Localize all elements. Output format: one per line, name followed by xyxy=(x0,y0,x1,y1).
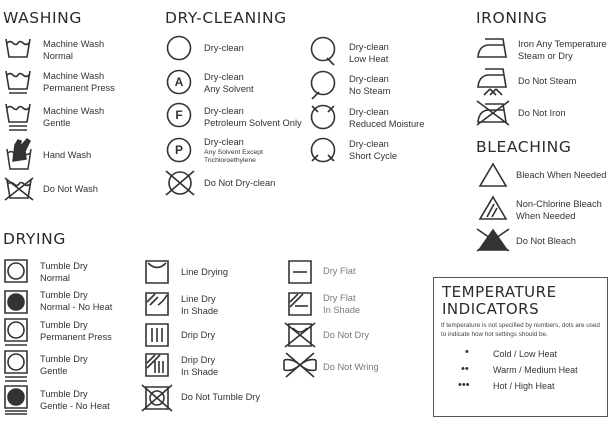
iron-any-temperature-label: Iron Any Temperature Steam or Dry xyxy=(518,39,607,61)
warm-medium-heat-label: Warm / Medium Heat xyxy=(493,365,578,375)
dry-clean-no-steam-icon xyxy=(310,70,338,100)
tumble-dry-normal-label: Tumble Dry Normal xyxy=(40,261,88,283)
do-not-dry-label: Do Not Dry xyxy=(323,330,369,340)
dry-clean-label: Dry-clean xyxy=(204,43,244,53)
do-not-iron-icon xyxy=(476,100,510,126)
two-dots-icon: •• xyxy=(461,363,469,375)
non-chlorine-bleach-label: Non-Chlorine Bleach When Needed xyxy=(516,199,602,221)
drip-dry-icon xyxy=(145,323,169,347)
dry-flat-shade-icon xyxy=(288,292,312,316)
do-not-dry-clean-icon xyxy=(164,169,196,197)
dry-clean-p-label: Dry-clean Any Solvent Except Trichloroethylene xyxy=(204,137,263,164)
wash-tub-gentle-icon xyxy=(5,102,31,132)
dry-flat-shade-label: Dry Flat In Shade xyxy=(323,293,361,315)
tumble-dry-no-heat-icon xyxy=(4,290,28,314)
do-not-iron-label: Do Not Iron xyxy=(518,108,566,118)
washing-heading: WASHING xyxy=(3,9,82,27)
dry-clean-reduced-moisture-label: Dry-clean Reduced Moisture xyxy=(349,107,425,129)
solvent-letter-p: P xyxy=(174,143,183,157)
temperature-note: If temperature is not specified by numbers, dots are used to indicate how hot settings should be. xyxy=(441,322,600,338)
do-not-wring-icon xyxy=(282,352,318,378)
wash-normal-label: Machine Wash Normal xyxy=(43,39,105,61)
non-chlorine-bleach-icon xyxy=(478,195,508,221)
do-not-bleach-label: Do Not Bleach xyxy=(516,236,576,246)
tumble-dry-gentle-no-heat-label: Tumble Dry Gentle - No Heat xyxy=(40,389,110,411)
bleaching-heading: BLEACHING xyxy=(476,138,572,156)
hand-wash-icon xyxy=(5,137,35,171)
three-dots-icon: ••• xyxy=(458,379,470,391)
ironing-heading: IRONING xyxy=(476,9,548,27)
tumble-dry-permanent-press-label: Tumble Dry Permanent Press xyxy=(40,320,112,342)
do-not-wring-label: Do Not Wring xyxy=(323,362,379,372)
drying-heading: DRYING xyxy=(3,230,66,248)
dry-cleaning-heading: DRY-CLEANING xyxy=(165,9,287,27)
hand-wash-label: Hand Wash xyxy=(43,150,92,160)
solvent-letter-a: A xyxy=(174,75,184,89)
line-drying-label: Line Drying xyxy=(181,267,229,277)
line-dry-shade-icon xyxy=(145,292,169,316)
iron-icon xyxy=(476,37,510,59)
line-dry-shade-label: Line Dry In Shade xyxy=(181,294,219,316)
dry-clean-short-cycle-label: Dry-clean Short Cycle xyxy=(349,139,398,161)
temperature-heading: TEMPERATURE INDICATORS xyxy=(442,283,557,318)
drip-dry-shade-icon xyxy=(145,353,169,377)
tumble-dry-gentle-no-heat-icon xyxy=(4,385,28,415)
dry-clean-low-heat-icon xyxy=(310,36,338,66)
wash-gentle-label: Machine Wash Gentle xyxy=(43,106,105,128)
line-drying-icon xyxy=(145,260,169,284)
wash-permanent-press-label: Machine Wash Permanent Press xyxy=(43,71,115,93)
do-not-tumble-dry-icon xyxy=(141,384,173,412)
tumble-dry-permanent-press-icon xyxy=(4,318,28,346)
do-not-wash-label: Do Not Wash xyxy=(43,184,98,194)
tumble-dry-gentle-label: Tumble Dry Gentle xyxy=(40,354,88,376)
dry-clean-no-steam-label: Dry-clean No Steam xyxy=(349,74,391,96)
do-not-wash-icon xyxy=(4,177,34,201)
dry-flat-label: Dry Flat xyxy=(323,266,356,276)
dry-clean-any-solvent-label: Dry-clean Any Solvent xyxy=(204,72,254,94)
dry-clean-low-heat-label: Dry-clean Low Heat xyxy=(349,42,389,64)
wash-tub-icon xyxy=(5,37,31,59)
wash-tub-permanent-press-icon xyxy=(5,69,31,95)
tumble-dry-icon xyxy=(4,259,28,283)
tumble-dry-gentle-icon xyxy=(4,350,28,382)
tumble-dry-no-heat-label: Tumble Dry Normal - No Heat xyxy=(40,290,113,312)
do-not-bleach-icon xyxy=(476,228,510,252)
dry-clean-short-cycle-icon xyxy=(308,135,338,165)
iron-no-steam-icon xyxy=(476,67,510,97)
temperature-indicators-panel xyxy=(433,277,608,417)
drip-dry-label: Drip Dry xyxy=(181,330,216,340)
dry-clean-circle-icon xyxy=(166,35,192,61)
dry-clean-petroleum-label: Dry-clean Petroleum Solvent Only xyxy=(204,106,302,128)
dry-clean-reduced-moisture-icon xyxy=(308,102,338,132)
bleach-when-needed-label: Bleach When Needed xyxy=(516,170,607,180)
bleach-triangle-icon xyxy=(478,162,508,188)
one-dot-icon: • xyxy=(465,346,469,358)
do-not-dry-icon xyxy=(284,322,316,348)
hot-high-heat-label: Hot / High Heat xyxy=(493,381,555,391)
drip-dry-shade-label: Drip Dry In Shade xyxy=(181,355,219,377)
dry-flat-icon xyxy=(288,260,312,284)
solvent-letter-f: F xyxy=(175,108,183,122)
do-not-tumble-dry-label: Do Not Tumble Dry xyxy=(181,392,261,402)
do-not-dry-clean-label: Do Not Dry-clean xyxy=(204,178,276,188)
do-not-steam-label: Do Not Steam xyxy=(518,76,577,86)
cold-low-heat-label: Cold / Low Heat xyxy=(493,349,558,359)
